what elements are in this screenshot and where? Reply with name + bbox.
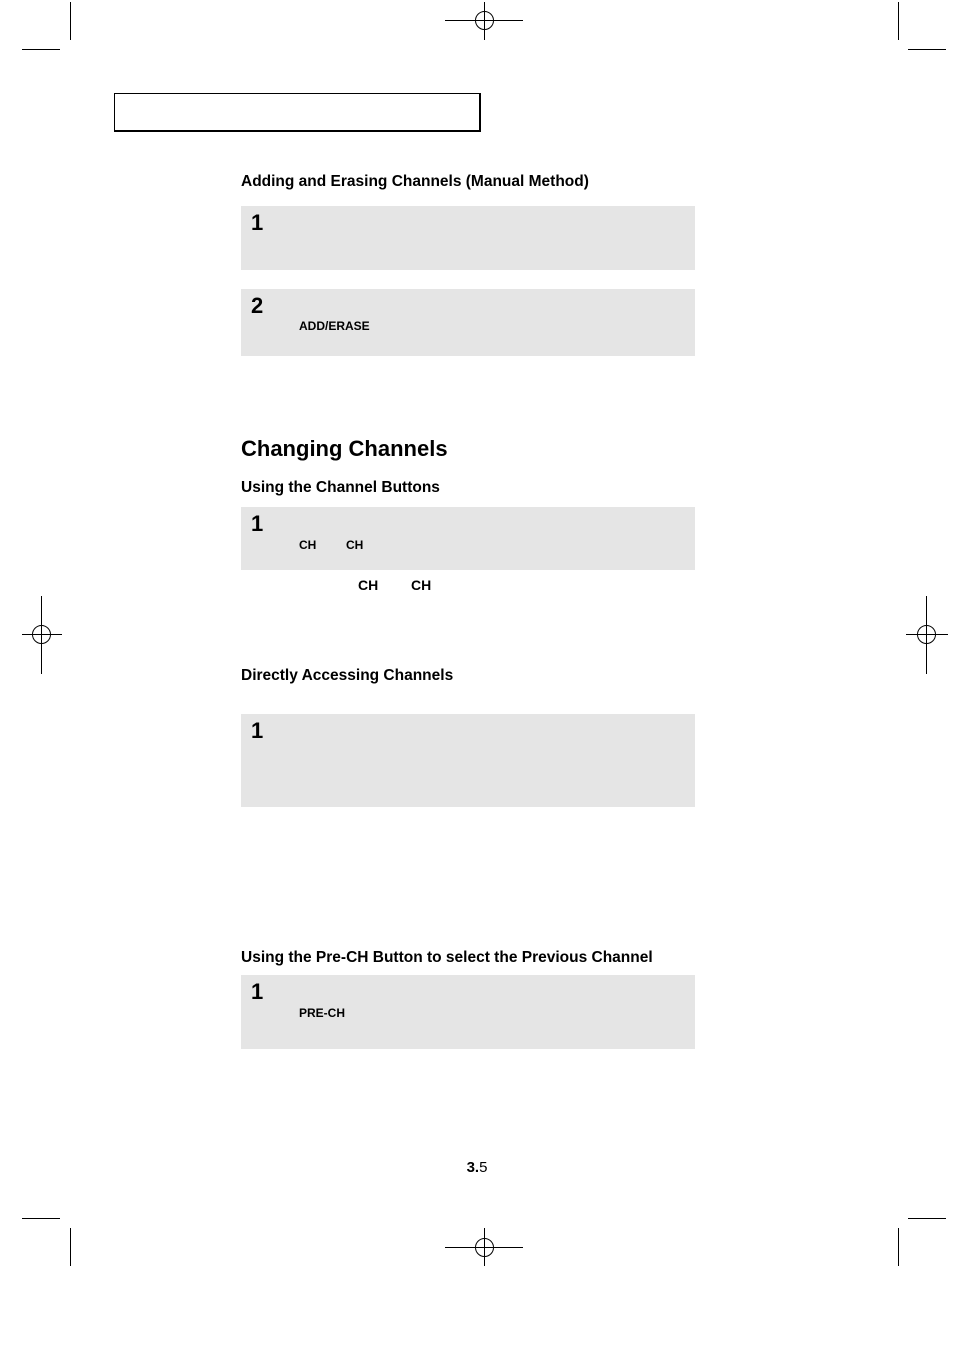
section-title-adding-erasing: Adding and Erasing Channels (Manual Method)	[241, 173, 589, 190]
step-number: 1	[251, 979, 264, 1004]
crop-mark-bottom-right-vertical	[898, 1228, 899, 1266]
button-label-ch-up: CH	[299, 538, 317, 552]
crop-mark-bottom-right-horizontal	[908, 1218, 946, 1219]
step-number: 1	[251, 718, 264, 743]
crop-mark-bottom-left-horizontal	[22, 1218, 60, 1219]
page-number-page: 5	[479, 1159, 488, 1176]
page-number-chapter: 3.	[466, 1159, 480, 1176]
step-number: 2	[251, 293, 264, 318]
crop-mark-top-left-vertical	[70, 2, 71, 40]
step-box-direct-1	[241, 714, 695, 807]
page-number	[0, 1159, 954, 1176]
step-number: 1	[251, 511, 264, 536]
crop-mark-top-right-vertical	[898, 2, 899, 40]
section-title-channel-buttons: Using the Channel Buttons	[241, 479, 440, 496]
section-title-directly-accessing: Directly Accessing Channels	[241, 667, 454, 684]
registration-mark-bottom-icon	[445, 1228, 523, 1266]
step-number: 1	[251, 210, 264, 235]
button-label-pre-ch: PRE-CH	[299, 1006, 346, 1020]
button-label-ch-down: CH	[346, 538, 364, 552]
registration-mark-top-icon	[445, 2, 523, 40]
crop-mark-top-right-horizontal	[908, 49, 946, 50]
registration-mark-left-icon	[22, 596, 62, 674]
registration-mark-right-icon	[906, 596, 948, 674]
step-box-prech-1	[241, 975, 695, 1049]
chapter-header-box	[114, 93, 481, 132]
note-button-label-ch-down: CH	[411, 577, 432, 593]
section-title-pre-ch: Using the Pre-CH Button to select the Previous Channel	[241, 949, 653, 966]
button-label-add-erase: ADD/ERASE	[299, 319, 370, 333]
note-button-label-ch-up: CH	[358, 577, 379, 593]
crop-mark-top-left-horizontal	[22, 49, 60, 50]
step-box-add-2	[241, 289, 695, 356]
step-box-add-1	[241, 206, 695, 270]
page-title-changing-channels: Changing Channels	[241, 436, 448, 461]
step-box-channel-1	[241, 507, 695, 570]
crop-mark-bottom-left-vertical	[70, 1228, 71, 1266]
